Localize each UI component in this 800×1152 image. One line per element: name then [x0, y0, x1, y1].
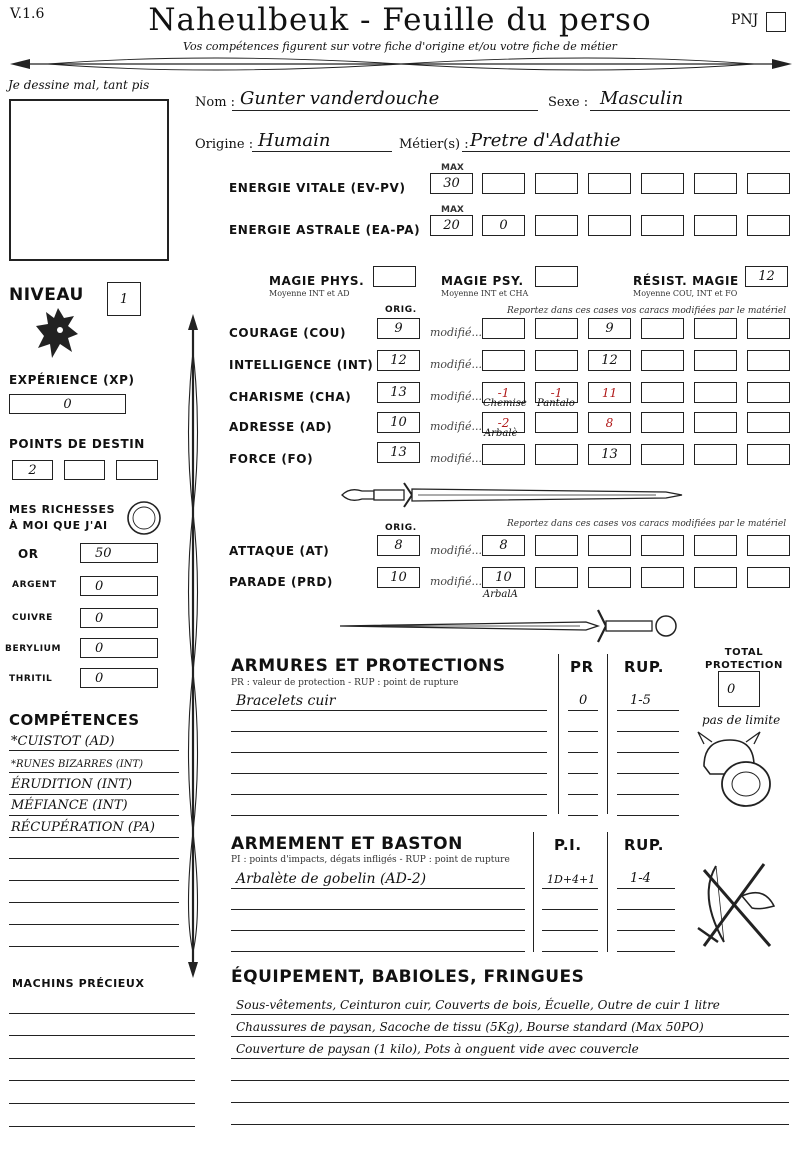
weapons-icon — [694, 856, 782, 954]
competence-item[interactable]: *RUNES BIZARRES (INT) — [11, 759, 144, 770]
parade-orig-box[interactable]: 10 — [377, 567, 420, 588]
destin-label: POINTS DE DESTIN — [9, 437, 145, 451]
force-mod-box[interactable]: 13 — [588, 444, 631, 465]
note-pantalo: Pantalo — [537, 398, 575, 409]
magie-phys-note: Moyenne INT et AD — [269, 289, 350, 298]
arme-rup[interactable]: 1-4 — [630, 871, 651, 886]
portrait-caption: Je dessine mal, tant pis — [8, 78, 150, 92]
adresse-mod-box[interactable] — [747, 412, 790, 433]
modifie-label: modifié... — [430, 452, 482, 465]
coin-icon — [126, 500, 162, 536]
pas-de-limite-note: pas de limite — [702, 713, 781, 727]
intelligence-orig-box[interactable]: 12 — [377, 350, 420, 371]
ev-box[interactable] — [641, 173, 684, 194]
adresse-mod-box[interactable]: -2 — [482, 412, 525, 433]
intelligence-mod-box[interactable]: 12 — [588, 350, 631, 371]
sheet-subtitle: Vos compétences figurent sur votre fiche d'origine et/ou votre fiche de métier — [183, 40, 617, 53]
modifie-label: modifié... — [430, 544, 482, 557]
or-box[interactable]: 50 — [80, 543, 158, 563]
courage-mod-box[interactable] — [641, 318, 684, 339]
courage-label: COURAGE (COU) — [229, 326, 347, 340]
parade-mod-box[interactable] — [641, 567, 684, 588]
arme-name[interactable]: Arbalète de gobelin (AD-2) — [236, 871, 427, 887]
resist-magie-box[interactable]: 12 — [745, 266, 788, 287]
arme-pi[interactable]: 1D+4+1 — [547, 873, 596, 886]
machins-title: MACHINS PRÉCIEUX — [12, 977, 145, 990]
helmet-shield-icon — [696, 730, 776, 808]
nom-label: Nom : — [195, 95, 236, 110]
cuivre-box[interactable]: 0 — [80, 608, 158, 628]
adresse-orig-box[interactable]: 10 — [377, 412, 420, 433]
armures-col-pr: PR — [570, 658, 594, 676]
armures-title: ARMURES ET PROTECTIONS — [231, 656, 506, 676]
intelligence-label: INTELLIGENCE (INT) — [229, 358, 374, 372]
force-mod-box[interactable] — [641, 444, 684, 465]
ev-box[interactable] — [482, 173, 525, 194]
niveau-label: NIVEAU — [9, 285, 84, 305]
ev-box[interactable] — [535, 173, 578, 194]
niveau-box[interactable]: 1 — [107, 282, 141, 316]
portrait-frame[interactable] — [9, 99, 169, 261]
armure-pr[interactable]: 0 — [579, 693, 588, 708]
courage-mod-box[interactable] — [747, 318, 790, 339]
staff-decoration — [182, 312, 204, 980]
modifie-label: modifié... — [430, 326, 482, 339]
cuivre-label: CUIVRE — [12, 613, 53, 623]
charisme-orig-box[interactable]: 13 — [377, 382, 420, 403]
parade-mod-box[interactable] — [535, 567, 578, 588]
force-mod-box[interactable] — [535, 444, 578, 465]
sword-icon — [336, 478, 686, 512]
force-orig-box[interactable]: 13 — [377, 442, 420, 463]
parade-mod-box[interactable] — [588, 567, 631, 588]
combat-reportez-note: Reportez dans ces cases vos caracs modifiées par le matériel — [507, 519, 787, 529]
competence-item[interactable]: *CUISTOT (AD) — [11, 734, 115, 749]
destin-box[interactable] — [116, 460, 158, 480]
magie-psy-box[interactable] — [535, 266, 578, 287]
berylium-box[interactable]: 0 — [80, 638, 158, 658]
metier-label: Métier(s) : — [399, 137, 469, 152]
ea-max-box[interactable]: 20 — [430, 215, 473, 236]
adresse-mod-box[interactable]: 8 — [588, 412, 631, 433]
attaque-mod-box[interactable] — [641, 535, 684, 556]
charisme-mod-box[interactable]: 11 — [588, 382, 631, 403]
charisme-mod-box[interactable]: -1 — [482, 382, 525, 403]
total-protection-box[interactable]: 0 — [718, 671, 760, 707]
armure-name[interactable]: Bracelets cuir — [236, 693, 336, 709]
thritil-box[interactable]: 0 — [80, 668, 158, 688]
adresse-mod-box[interactable] — [641, 412, 684, 433]
caracs-reportez-note: Reportez dans ces cases vos caracs modifiées par le matériel — [507, 306, 787, 316]
attaque-orig-box[interactable]: 8 — [377, 535, 420, 556]
adresse-label: ADRESSE (AD) — [229, 420, 333, 434]
note-parade: ArbalA — [483, 589, 518, 600]
armement-col-rup: RUP. — [624, 836, 665, 854]
attaque-mod-box[interactable] — [694, 535, 737, 556]
argent-box[interactable]: 0 — [80, 576, 158, 596]
argent-label: ARGENT — [12, 580, 57, 590]
richesses-label-1: MES RICHESSES — [9, 503, 116, 516]
intelligence-mod-box[interactable] — [641, 350, 684, 371]
ev-max-box[interactable]: 30 — [430, 173, 473, 194]
magie-psy-label: MAGIE PSY. — [441, 274, 524, 288]
magie-phys-label: MAGIE PHYS. — [269, 274, 365, 288]
origine-label: Origine : — [195, 137, 254, 152]
force-mod-box[interactable] — [482, 444, 525, 465]
equipement-line[interactable]: Chaussures de paysan, Sacoche de tissu (5Kg), Bourse standard (Max 50PO) — [236, 1020, 704, 1034]
ea-box[interactable] — [588, 215, 631, 236]
ev-label: ENERGIE VITALE (EV-PV) — [229, 181, 406, 195]
adresse-mod-box[interactable] — [694, 412, 737, 433]
courage-mod-box[interactable] — [694, 318, 737, 339]
ea-box[interactable] — [641, 215, 684, 236]
note-arbale: Arbalè — [484, 428, 518, 439]
magie-psy-note: Moyenne INT et CHA — [441, 289, 529, 298]
parade-mod-box[interactable]: 10 — [482, 567, 525, 588]
pnj-label: PNJ — [731, 12, 759, 28]
attaque-mod-box[interactable]: 8 — [482, 535, 525, 556]
force-label: FORCE (FO) — [229, 452, 314, 466]
equipement-title: ÉQUIPEMENT, BABIOLES, FRINGUES — [231, 967, 585, 987]
courage-mod-box[interactable]: 9 — [588, 318, 631, 339]
sexe-label: Sexe : — [548, 95, 589, 110]
total-protection-label: TOTAL PROTECTION — [705, 647, 783, 671]
competence-item[interactable]: MÉFIANCE (INT) — [11, 798, 128, 813]
parade-label: PARADE (PRD) — [229, 575, 334, 589]
resist-magie-note: Moyenne COU, INT et FO — [633, 289, 738, 298]
parade-mod-box[interactable] — [694, 567, 737, 588]
courage-orig-box[interactable]: 9 — [377, 318, 420, 339]
charisme-label: CHARISME (CHA) — [229, 390, 352, 404]
armure-rup[interactable]: 1-5 — [630, 693, 651, 708]
caracs-orig-label: ORIG. — [385, 305, 417, 315]
modifie-label: modifié... — [430, 390, 482, 403]
ea-box[interactable] — [694, 215, 737, 236]
version-label: V.1.6 — [10, 6, 45, 22]
courage-mod-box[interactable] — [482, 318, 525, 339]
equipement-line[interactable]: Couverture de paysan (1 kilo), Pots à onguent vide avec couvercle — [236, 1042, 639, 1056]
destin-box[interactable] — [64, 460, 105, 480]
berylium-label: BERYLIUM — [5, 644, 62, 654]
ea-box[interactable]: 0 — [482, 215, 525, 236]
attaque-label: ATTAQUE (AT) — [229, 544, 330, 558]
modifie-label: modifié... — [430, 575, 482, 588]
ea-box[interactable] — [535, 215, 578, 236]
ev-box[interactable] — [747, 173, 790, 194]
note-chemise: Chemise — [483, 398, 527, 409]
ev-box[interactable] — [694, 173, 737, 194]
sexe-value[interactable]: Masculin — [600, 88, 684, 109]
intelligence-mod-box[interactable] — [747, 350, 790, 371]
experience-label: EXPÉRIENCE (XP) — [9, 373, 135, 387]
destin-box[interactable]: 2 — [12, 460, 53, 480]
intelligence-mod-box[interactable] — [482, 350, 525, 371]
experience-box[interactable]: 0 — [9, 394, 126, 414]
thritil-label: THRITIL — [9, 674, 53, 684]
charisme-mod-box[interactable] — [694, 382, 737, 403]
competence-item[interactable]: RÉCUPÉRATION (PA) — [11, 820, 155, 835]
armement-note: PI : points d'impacts, dégats infligés - RUP : point de rupture — [231, 855, 510, 865]
ev-box[interactable] — [588, 173, 631, 194]
charisme-mod-box[interactable] — [641, 382, 684, 403]
armement-col-pi: P.I. — [554, 836, 582, 854]
adresse-mod-box[interactable] — [535, 412, 578, 433]
force-mod-box[interactable] — [747, 444, 790, 465]
richesses-label-2: À MOI QUE J'AI — [9, 519, 108, 532]
or-label: OR — [18, 547, 39, 561]
attaque-mod-box[interactable] — [588, 535, 631, 556]
armures-col-rup: RUP. — [624, 658, 665, 676]
sheet-title: Naheulbeuk - Feuille du perso — [148, 2, 652, 38]
equipement-line[interactable]: Sous-vêtements, Ceinturon cuir, Couverts de bois, Écuelle, Outre de cuir 1 litre — [236, 998, 720, 1012]
decorative-spear-divider — [8, 52, 794, 76]
modifie-label: modifié... — [430, 420, 482, 433]
armement-title: ARMEMENT ET BASTON — [231, 834, 463, 854]
metier-value[interactable]: Pretre d'Adathie — [470, 130, 621, 151]
dragon-icon — [34, 304, 82, 362]
charisme-mod-box[interactable] — [747, 382, 790, 403]
force-mod-box[interactable] — [694, 444, 737, 465]
ev-max-label: MAX — [441, 163, 464, 173]
competences-title: COMPÉTENCES — [9, 711, 140, 729]
parade-mod-box[interactable] — [747, 567, 790, 588]
armures-note: PR : valeur de protection - RUP : point de rupture — [231, 678, 459, 688]
intelligence-mod-box[interactable] — [535, 350, 578, 371]
resist-magie-label: RÉSIST. MAGIE — [633, 274, 739, 288]
nom-value[interactable]: Gunter vanderdouche — [240, 88, 440, 109]
ea-max-label: MAX — [441, 205, 464, 215]
ea-label: ENERGIE ASTRALE (EA-PA) — [229, 223, 421, 237]
attaque-mod-box[interactable] — [747, 535, 790, 556]
ea-box[interactable] — [747, 215, 790, 236]
competence-item[interactable]: ÉRUDITION (INT) — [11, 777, 133, 792]
courage-mod-box[interactable] — [535, 318, 578, 339]
intelligence-mod-box[interactable] — [694, 350, 737, 371]
sword-icon — [336, 606, 682, 646]
modifie-label: modifié... — [430, 358, 482, 371]
combat-orig-label: ORIG. — [385, 523, 417, 533]
origine-value[interactable]: Humain — [258, 130, 331, 151]
attaque-mod-box[interactable] — [535, 535, 578, 556]
pnj-checkbox[interactable] — [766, 12, 786, 32]
magie-phys-box[interactable] — [373, 266, 416, 287]
charisme-mod-box[interactable]: -1 — [535, 382, 578, 403]
